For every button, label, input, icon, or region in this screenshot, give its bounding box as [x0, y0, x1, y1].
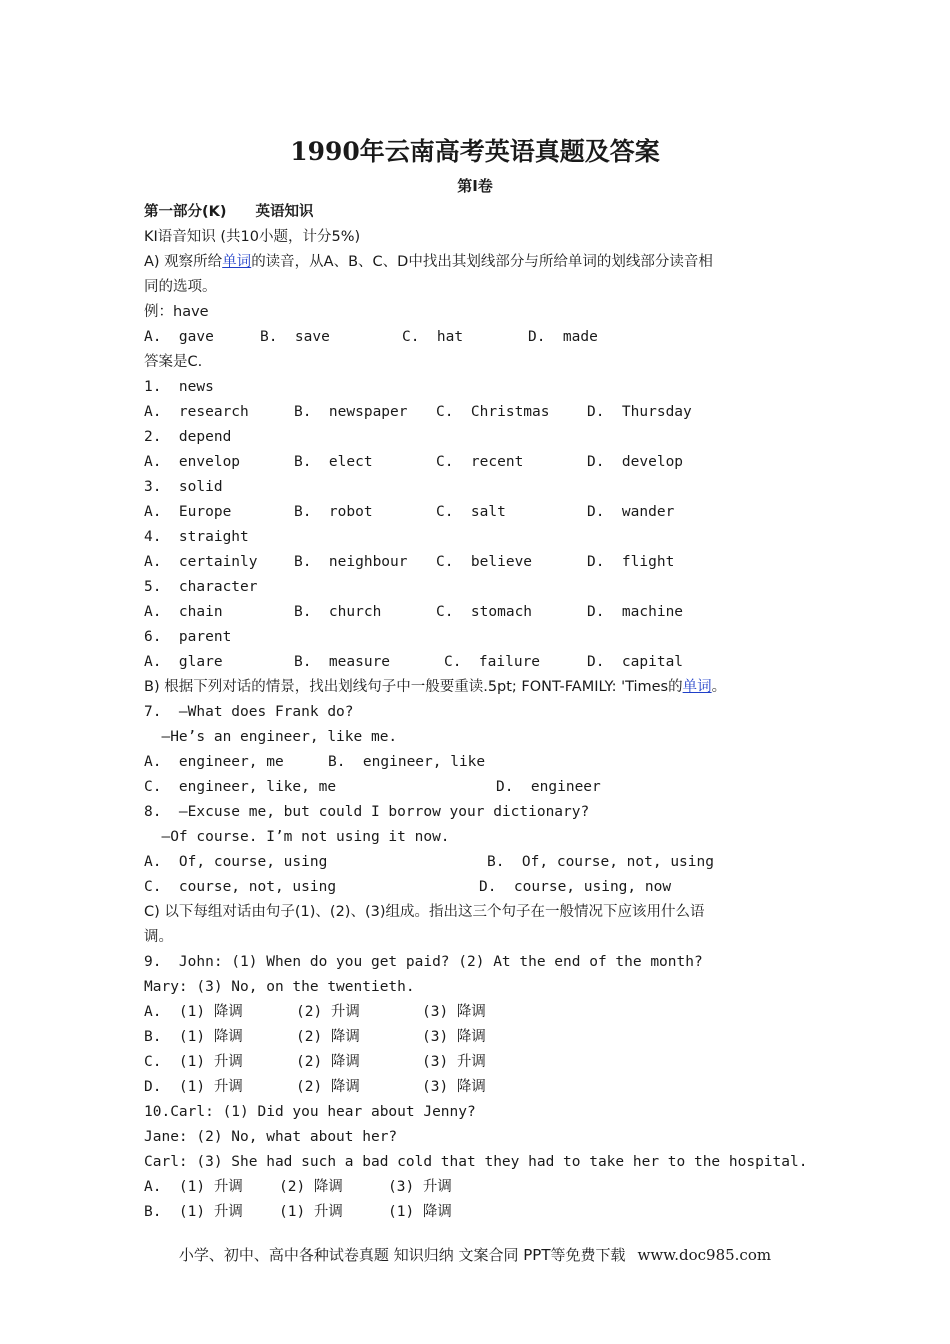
- question-9-option-a: [144, 1000, 824, 1025]
- tone-3: (3) 降调: [422, 1004, 486, 1020]
- option-c: C. failure: [444, 654, 541, 670]
- section-a-pre: A) 观察所给: [144, 254, 223, 270]
- tone-1: A. (1) 降调: [144, 1004, 243, 1020]
- option-b: B. elect: [294, 454, 373, 470]
- option-a: A. Of, course, using: [144, 854, 328, 870]
- question-1-stem: 1. news: [144, 379, 214, 395]
- option-c: C. believe: [436, 554, 533, 570]
- question-10-line1: 10.Carl: (1) Did you hear about Jenny?: [144, 1104, 476, 1120]
- option-a: A. engineer, me: [144, 754, 284, 770]
- option-c: C. hat: [402, 329, 464, 345]
- question-7-line2: —He’s an engineer, like me.: [144, 729, 398, 745]
- section-b-pre: B) 根据下列对话的情景，找出划线句子中一般要重读.5pt; FONT-FAMILY: 'Times的: [144, 679, 683, 695]
- question-10-option-b: [144, 1200, 824, 1225]
- option-c: C. Christmas: [436, 404, 550, 420]
- tone-1: B. (1) 升调: [144, 1204, 243, 1220]
- tone-3: (1) 降调: [388, 1204, 452, 1220]
- word-link[interactable]: 单词: [222, 254, 252, 270]
- option-a: A. research: [144, 404, 249, 420]
- question-3-stem: 3. solid: [144, 479, 223, 495]
- tone-1: A. (1) 升调: [144, 1179, 243, 1195]
- volume-heading: 第Ⅰ卷: [457, 177, 493, 195]
- section-a-instruction-cont: 同的选项。: [144, 279, 217, 295]
- question-8-line1: 8. —Excuse me, but could I borrow your dictionary?: [144, 804, 590, 820]
- option-d: D. engineer: [496, 779, 601, 795]
- option-b: B. measure: [294, 654, 391, 670]
- question-10-line3: Carl: (3) She had such a bad cold that they had to take her to the hospital.: [144, 1154, 808, 1170]
- option-c: C. recent: [436, 454, 524, 470]
- tone-3: (3) 升调: [422, 1054, 486, 1070]
- example-answer: 答案是C.: [144, 354, 203, 370]
- question-3-options: [144, 500, 824, 525]
- question-4-options: [144, 550, 824, 575]
- option-b: B. engineer, like: [328, 754, 486, 770]
- option-b: B. Of, course, not, using: [487, 854, 714, 870]
- section-c-instruction-cont: 调。: [144, 929, 173, 945]
- option-b: B. church: [294, 604, 382, 620]
- option-b: B. neighbour: [294, 554, 408, 570]
- option-c: C. stomach: [436, 604, 533, 620]
- tone-2: (2) 升调: [296, 1004, 360, 1020]
- question-1-options: [144, 400, 824, 425]
- question-7-options-ab: [144, 750, 824, 775]
- tone-1: C. (1) 升调: [144, 1054, 243, 1070]
- question-6-stem: 6. parent: [144, 629, 232, 645]
- question-10-line2: Jane: (2) No, what about her?: [144, 1129, 398, 1145]
- question-9-option-d: [144, 1075, 824, 1100]
- tone-2: (2) 降调: [296, 1029, 360, 1045]
- option-d: D. made: [528, 329, 598, 345]
- question-9-line1: 9. John: (1) When do you get paid? (2) At the end of the month?: [144, 954, 703, 970]
- option-c: C. course, not, using: [144, 879, 337, 895]
- question-9-option-b: [144, 1025, 824, 1050]
- example-options: [144, 325, 824, 350]
- question-5-stem: 5. character: [144, 579, 258, 595]
- tone-2: (2) 降调: [296, 1079, 360, 1095]
- option-d: D. capital: [587, 654, 684, 670]
- question-2-options: [144, 450, 824, 475]
- option-a: A. gave: [144, 329, 214, 345]
- tone-2: (2) 降调: [279, 1179, 343, 1195]
- document-title: 1990年云南高考英语真题及答案: [290, 137, 660, 166]
- section-ki-heading: KⅠ语音知识 (共10小题，计分5%): [144, 229, 361, 245]
- tone-3: (3) 降调: [422, 1079, 486, 1095]
- option-c: C. salt: [436, 504, 506, 520]
- option-a: A. Europe: [144, 504, 232, 520]
- option-d: D. develop: [587, 454, 684, 470]
- tone-2: (2) 降调: [296, 1054, 360, 1070]
- question-9-line2: Mary: (3) No, on the twentieth.: [144, 979, 415, 995]
- question-6-options: [144, 650, 824, 675]
- option-d: D. course, using, now: [479, 879, 672, 895]
- section-a-post: 的读音，从A、B、C、D中找出其划线部分与所给单词的划线部分读音相: [251, 254, 713, 270]
- option-b: B. newspaper: [294, 404, 408, 420]
- tone-1: D. (1) 升调: [144, 1079, 243, 1095]
- question-8-options-ab: [144, 850, 824, 875]
- option-a: A. certainly: [144, 554, 258, 570]
- option-d: D. machine: [587, 604, 684, 620]
- option-a: A. glare: [144, 654, 223, 670]
- exam-body: [144, 200, 824, 1225]
- question-5-options: [144, 600, 824, 625]
- question-2-stem: 2. depend: [144, 429, 232, 445]
- question-9-option-c: [144, 1050, 824, 1075]
- section-b-instruction: [144, 675, 824, 700]
- option-b: B. save: [260, 329, 330, 345]
- option-d: D. wander: [587, 504, 675, 520]
- part-heading: 第一部分(K) 英语知识: [144, 204, 314, 220]
- word-link[interactable]: 单词: [682, 679, 712, 695]
- tone-1: B. (1) 降调: [144, 1029, 243, 1045]
- question-10-option-a: [144, 1175, 824, 1200]
- question-8-line2: —Of course. I’m not using it now.: [144, 829, 450, 845]
- option-c: C. engineer, like, me: [144, 779, 337, 795]
- example-label: 例：have: [144, 304, 209, 320]
- section-c-instruction: C) 以下每组对话由句子(1)、(2)、(3)组成。指出这三个句子在一般情况下应该用什么语: [144, 904, 705, 920]
- question-4-stem: 4. straight: [144, 529, 249, 545]
- tone-2: (1) 升调: [279, 1204, 343, 1220]
- footer-text: 小学、初中、高中各种试卷真题 知识归纳 文案合同 PPT等免费下载: [178, 1246, 626, 1264]
- question-7-options-cd: [144, 775, 824, 800]
- option-b: B. robot: [294, 504, 373, 520]
- option-d: D. flight: [587, 554, 675, 570]
- page-footer: [0, 1244, 950, 1265]
- footer-url[interactable]: www.doc985.com: [637, 1246, 772, 1264]
- tone-3: (3) 降调: [422, 1029, 486, 1045]
- question-8-options-cd: [144, 875, 824, 900]
- tone-3: (3) 升调: [388, 1179, 452, 1195]
- section-b-post: 。: [711, 679, 727, 695]
- option-a: A. chain: [144, 604, 223, 620]
- section-a-instruction: [144, 250, 824, 275]
- question-7-line1: 7. —What does Frank do?: [144, 704, 354, 720]
- option-a: A. envelop: [144, 454, 241, 470]
- option-d: D. Thursday: [587, 404, 692, 420]
